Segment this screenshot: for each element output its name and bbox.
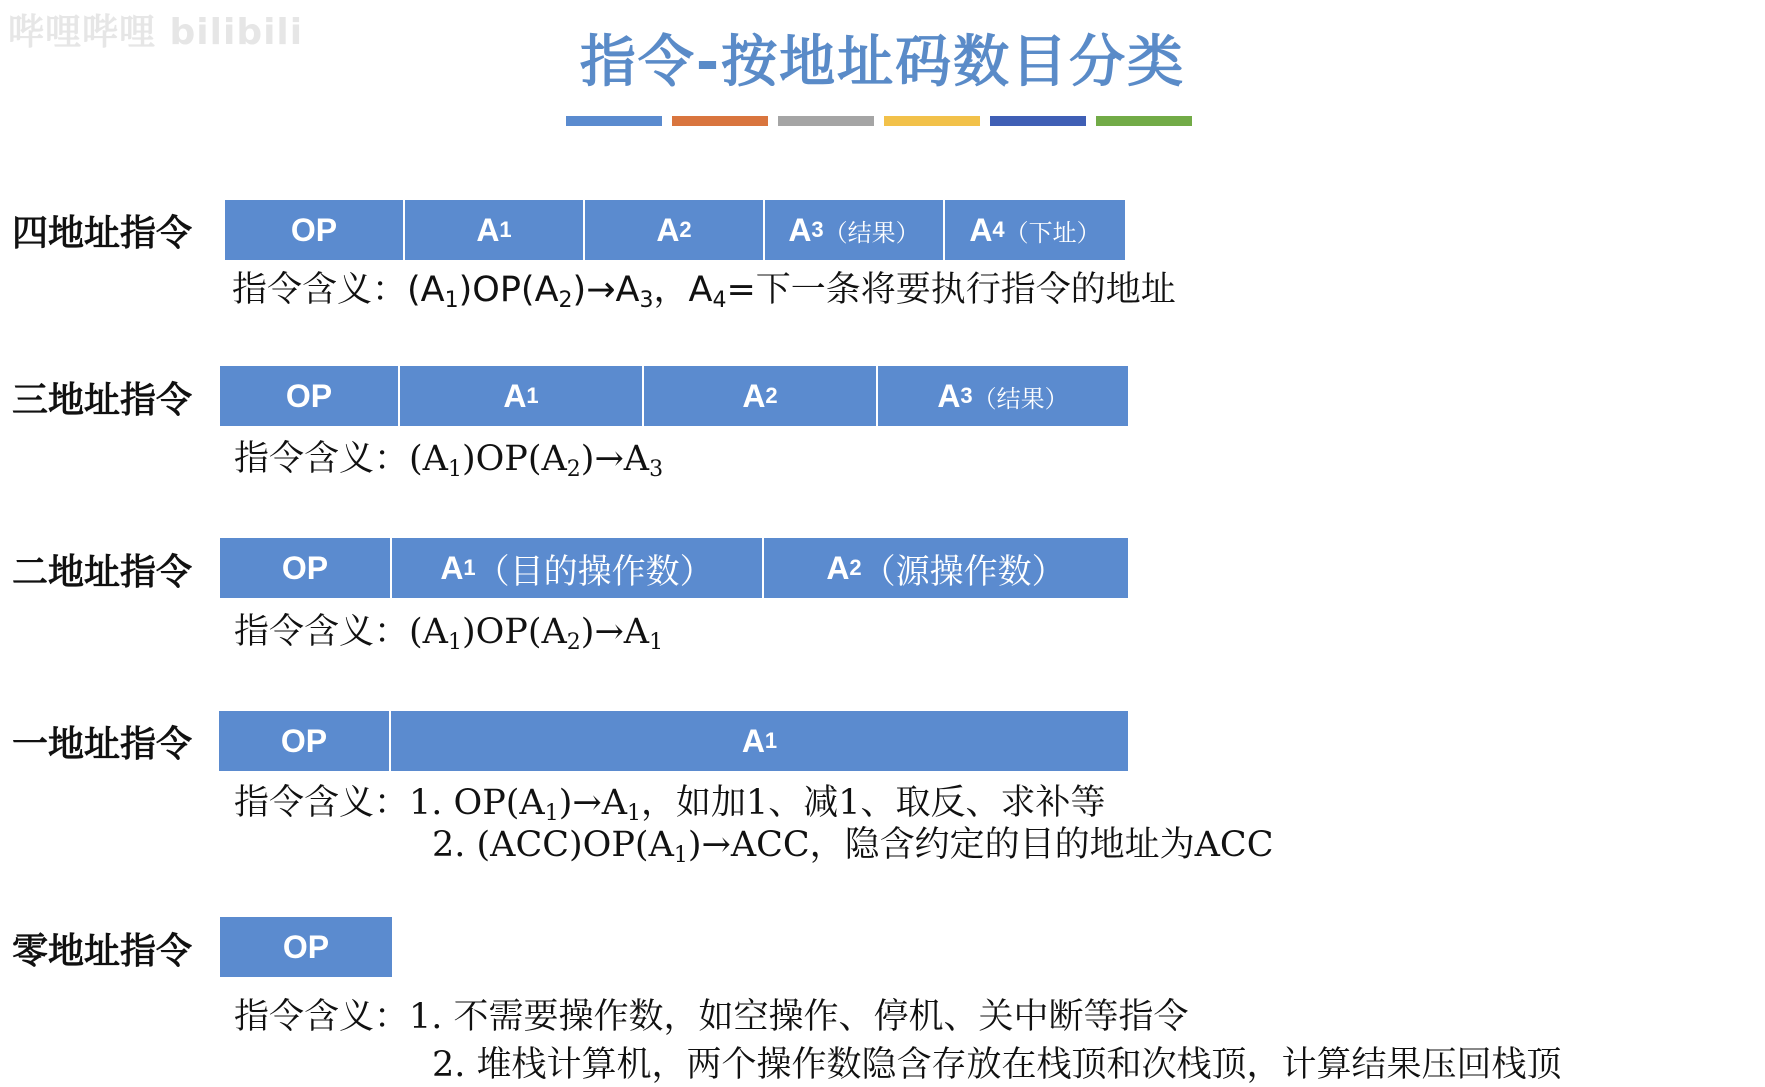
field-a1-sub: 1	[463, 555, 476, 580]
meaning-sub: 2	[558, 288, 573, 313]
field-a2	[644, 366, 878, 426]
row-label-one-address: 一地址指令	[12, 724, 193, 765]
meaning-sub: 1	[626, 801, 641, 826]
field-a3-sub: 3	[960, 383, 973, 408]
field-a1	[392, 538, 764, 598]
field-a1-sub: 1	[764, 728, 778, 753]
meaning-zero-address-1	[234, 989, 1189, 1039]
meaning-three-address	[234, 431, 663, 482]
meaning-text: )→ACC，隐含约定的目的地址为ACC	[687, 825, 1274, 865]
watermark-logo: 哔哩哔哩 bilibili	[8, 12, 304, 53]
field-a4	[945, 200, 1125, 260]
meaning-text: (A	[409, 612, 448, 652]
field-op	[220, 917, 392, 977]
field-a1-base: A	[741, 722, 765, 759]
field-a3	[765, 200, 945, 260]
meaning-text: =下一条将要执行指令的地址	[726, 270, 1176, 310]
meaning-sub: 3	[639, 288, 654, 313]
format-four-address	[225, 200, 1125, 260]
meaning-text: )→A	[580, 439, 650, 479]
meaning-text: (A	[407, 270, 445, 310]
field-a2-sub: 2	[849, 555, 862, 580]
color-bar-2	[672, 116, 768, 126]
format-two-address	[220, 538, 1128, 598]
meaning-text: )OP(A	[458, 270, 559, 310]
color-bar-3	[778, 116, 874, 126]
page-title: 指令-按地址码数目分类	[579, 30, 1186, 95]
meaning-text: 2. 堆栈计算机，两个操作数隐含存放在栈顶和次栈顶，计算结果压回栈顶	[432, 1045, 1562, 1085]
color-bar-1	[566, 116, 662, 126]
meaning-text: 1. OP(A	[409, 783, 545, 823]
meaning-sub: 4	[712, 288, 727, 313]
meaning-sub: 1	[649, 630, 664, 655]
field-op-text: OP	[280, 722, 328, 759]
meaning-text: 1. 不需要操作数，如空操作、停机、关中断等指令	[409, 997, 1189, 1037]
row-label-two-address: 二地址指令	[12, 552, 193, 593]
field-a1	[391, 711, 1128, 771]
meaning-sub: 2	[566, 457, 581, 482]
meaning-label: 指令含义：	[232, 270, 408, 310]
meaning-sub: 3	[649, 457, 664, 482]
meaning-label: 指令含义：	[234, 439, 410, 479]
field-a1-base: A	[476, 211, 500, 248]
field-a4-note: （下址）	[1004, 219, 1101, 247]
format-one-address	[219, 711, 1128, 771]
field-op-text: OP	[285, 377, 333, 414]
meaning-sub: 1	[447, 630, 462, 655]
field-a2-sub: 2	[765, 383, 778, 408]
field-a3-note: （结果）	[823, 219, 920, 247]
field-a2-note: （源操作数）	[861, 552, 1066, 591]
field-op	[220, 366, 400, 426]
color-bar-5	[990, 116, 1086, 126]
field-a3-note: （结果）	[972, 385, 1069, 413]
field-a2	[764, 538, 1128, 598]
meaning-sub: 2	[566, 630, 581, 655]
meaning-sub: 1	[544, 801, 559, 826]
format-three-address	[220, 366, 1128, 426]
field-op-text: OP	[281, 549, 329, 586]
field-op-text: OP	[290, 211, 338, 248]
field-op	[220, 538, 392, 598]
color-bar-6	[1096, 116, 1192, 126]
meaning-label: 指令含义：	[234, 612, 410, 652]
meaning-text: 2. (ACC)OP(A	[432, 825, 674, 865]
field-a3-sub: 3	[811, 217, 824, 242]
meaning-text: )→A	[572, 270, 640, 310]
format-zero-address	[220, 917, 392, 977]
meaning-text: (A	[409, 439, 448, 479]
meaning-text: )OP(A	[461, 439, 567, 479]
meaning-sub: 1	[447, 457, 462, 482]
field-a3-base: A	[937, 377, 961, 414]
meaning-sub: 1	[673, 843, 688, 868]
field-a4-sub: 4	[992, 217, 1005, 242]
field-a1-note: （目的操作数）	[475, 552, 714, 591]
field-a2-base: A	[656, 211, 680, 248]
row-label-zero-address: 零地址指令	[12, 931, 193, 972]
field-a2-sub: 2	[679, 217, 692, 242]
meaning-four-address	[232, 262, 1176, 313]
meaning-label: 指令含义：	[234, 997, 410, 1037]
meaning-text: )→A	[580, 612, 650, 652]
meaning-text: ，A	[653, 270, 713, 310]
meaning-one-address-2	[432, 817, 1274, 868]
meaning-sub: 1	[444, 288, 459, 313]
field-op	[219, 711, 391, 771]
field-a1	[400, 366, 644, 426]
field-a2-base: A	[826, 549, 850, 586]
meaning-text: )→A	[558, 783, 627, 823]
field-a2-base: A	[742, 377, 766, 414]
field-a3	[878, 366, 1128, 426]
field-a4-base: A	[969, 211, 993, 248]
field-a1-base: A	[503, 377, 527, 414]
field-a1-sub: 1	[499, 217, 512, 242]
color-bar-4	[884, 116, 980, 126]
meaning-zero-address-2	[432, 1037, 1562, 1087]
field-a3-base: A	[788, 211, 812, 248]
field-op-text: OP	[282, 928, 330, 965]
row-label-three-address: 三地址指令	[12, 380, 193, 421]
meaning-label: 指令含义：	[234, 783, 410, 823]
field-a1	[405, 200, 585, 260]
field-a1-sub: 1	[526, 383, 539, 408]
meaning-text: )OP(A	[461, 612, 567, 652]
field-op	[225, 200, 405, 260]
field-a1-base: A	[440, 549, 464, 586]
meaning-two-address	[234, 604, 663, 655]
meaning-text: ，如加1、减1、取反、求补等	[640, 783, 1106, 823]
row-label-four-address: 四地址指令	[12, 213, 193, 254]
field-a2	[585, 200, 765, 260]
